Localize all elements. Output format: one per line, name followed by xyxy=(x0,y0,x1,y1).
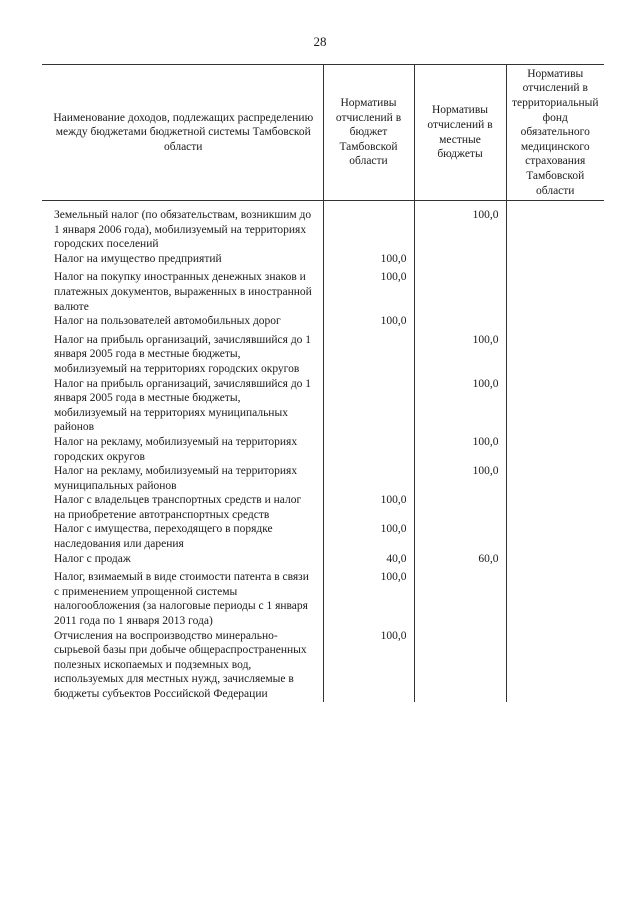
header-revenue-name: Наименование доходов, подлежащих распределению между бюджетами бюджетной системы Тамбовской области xyxy=(42,65,323,201)
fund-rate-cell xyxy=(506,522,604,551)
revenue-distribution-table-container xyxy=(42,64,604,702)
regional-rate-cell: 100,0 xyxy=(323,629,414,702)
header-medical-insurance-fund: Нормативы отчислений в территориальный фонд обязательного медицинского страхования Тамбовской области xyxy=(506,65,604,201)
header-row xyxy=(42,65,604,201)
local-rate-cell: 100,0 xyxy=(414,377,506,435)
revenue-name: Налог на имущество предприятий xyxy=(54,252,222,265)
local-rate-cell xyxy=(414,570,506,628)
fund-rate-cell xyxy=(506,201,604,252)
fund-rate-cell xyxy=(506,552,604,571)
fund-rate-cell xyxy=(506,629,604,702)
table-row xyxy=(42,377,604,435)
revenue-name: Налог с продаж xyxy=(54,552,131,565)
revenue-name: Налог на пользователей автомобильных дорог xyxy=(54,315,281,328)
revenue-name-cell xyxy=(42,464,323,493)
revenue-distribution-table xyxy=(42,64,604,702)
table-row xyxy=(42,464,604,493)
revenue-name: Налог на рекламу, мобилизуемый на территориях городских округов xyxy=(54,435,298,463)
table-row xyxy=(42,333,604,377)
revenue-name-cell xyxy=(42,570,323,628)
revenue-name-cell xyxy=(42,252,323,271)
local-rate-cell xyxy=(414,522,506,551)
regional-rate-cell: 100,0 xyxy=(323,252,414,271)
local-rate-cell xyxy=(414,270,506,314)
table-body xyxy=(42,201,604,702)
fund-rate-cell xyxy=(506,333,604,377)
revenue-name-cell xyxy=(42,435,323,464)
fund-rate-cell xyxy=(506,493,604,522)
regional-rate-cell xyxy=(323,435,414,464)
revenue-name: Отчисления на воспроизводство минерально-сырьевой базы при добыче общераспространенных полезных ископаемых и подземных вод, используемых для местных нужд, зачисляемые в бюджеты субъектов Российской Федерации xyxy=(54,629,307,700)
regional-rate-cell: 100,0 xyxy=(323,522,414,551)
header-regional-budget: Нормативы отчислений в бюджет Тамбовской области xyxy=(323,65,414,201)
revenue-name-cell xyxy=(42,493,323,522)
regional-rate-cell xyxy=(323,377,414,435)
local-rate-cell: 100,0 xyxy=(414,435,506,464)
regional-rate-cell xyxy=(323,201,414,252)
revenue-name-cell xyxy=(42,377,323,435)
regional-rate-cell: 100,0 xyxy=(323,270,414,314)
revenue-name-cell xyxy=(42,270,323,314)
revenue-name: Земельный налог (по обязательствам, возникшим до 1 января 2006 года), мобилизуемый на территориях городских поселений xyxy=(54,209,312,251)
fund-rate-cell xyxy=(506,464,604,493)
table-row xyxy=(42,493,604,522)
table-row xyxy=(42,522,604,551)
table-row xyxy=(42,201,604,252)
regional-rate-cell: 40,0 xyxy=(323,552,414,571)
fund-rate-cell xyxy=(506,314,604,333)
table-row xyxy=(42,270,604,314)
local-rate-cell: 60,0 xyxy=(414,552,506,571)
regional-rate-cell: 100,0 xyxy=(323,570,414,628)
revenue-name: Налог на прибыль организаций, зачислявшийся до 1 января 2005 года в местные бюджеты, мобилизуемый на территориях городских округов xyxy=(54,333,312,375)
revenue-name: Налог на рекламу, мобилизуемый на территориях муниципальных районов xyxy=(54,465,298,492)
fund-rate-cell xyxy=(506,252,604,271)
fund-rate-cell xyxy=(506,435,604,464)
revenue-name-cell xyxy=(42,629,323,702)
revenue-name: Налог, взимаемый в виде стоимости патента в связи с применением упрощенной системы налогообложения (за налоговые периоды с 1 января 2011 года по 1 января 2013 года) xyxy=(54,571,309,628)
revenue-name-cell xyxy=(42,522,323,551)
local-rate-cell xyxy=(414,314,506,333)
revenue-name: Налог с владельцев транспортных средств и налог на приобретение автотранспортных средств xyxy=(54,494,302,521)
local-rate-cell xyxy=(414,493,506,522)
regional-rate-cell: 100,0 xyxy=(323,493,414,522)
revenue-name-cell xyxy=(42,333,323,377)
regional-rate-cell xyxy=(323,464,414,493)
fund-rate-cell xyxy=(506,570,604,628)
table-row xyxy=(42,552,604,571)
table-header xyxy=(42,65,604,201)
revenue-name-cell xyxy=(42,201,323,252)
local-rate-cell: 100,0 xyxy=(414,464,506,493)
fund-rate-cell xyxy=(506,270,604,314)
table-row xyxy=(42,435,604,464)
table-row xyxy=(42,629,604,702)
revenue-name: Налог с имущества, переходящего в порядке наследования или дарения xyxy=(54,523,273,551)
regional-rate-cell: 100,0 xyxy=(323,314,414,333)
revenue-name-cell xyxy=(42,314,323,333)
page-number: 28 xyxy=(313,34,327,49)
table-row xyxy=(42,570,604,628)
local-rate-cell: 100,0 xyxy=(414,333,506,377)
fund-rate-cell xyxy=(506,377,604,435)
revenue-name: Налог на покупку иностранных денежных знаков и платежных документов, выраженных в иностранной валюте xyxy=(54,271,312,313)
local-rate-cell: 100,0 xyxy=(414,201,506,252)
table-row xyxy=(42,252,604,271)
revenue-name: Налог на прибыль организаций, зачислявшийся до 1 января 2005 года в местные бюджеты, мобилизуемый на территориях муниципальных районов xyxy=(54,377,312,434)
local-rate-cell xyxy=(414,629,506,702)
local-rate-cell xyxy=(414,252,506,271)
header-local-budgets: Нормативы отчислений в местные бюджеты xyxy=(414,65,506,201)
regional-rate-cell xyxy=(323,333,414,377)
table-row xyxy=(42,314,604,333)
revenue-name-cell xyxy=(42,552,323,571)
